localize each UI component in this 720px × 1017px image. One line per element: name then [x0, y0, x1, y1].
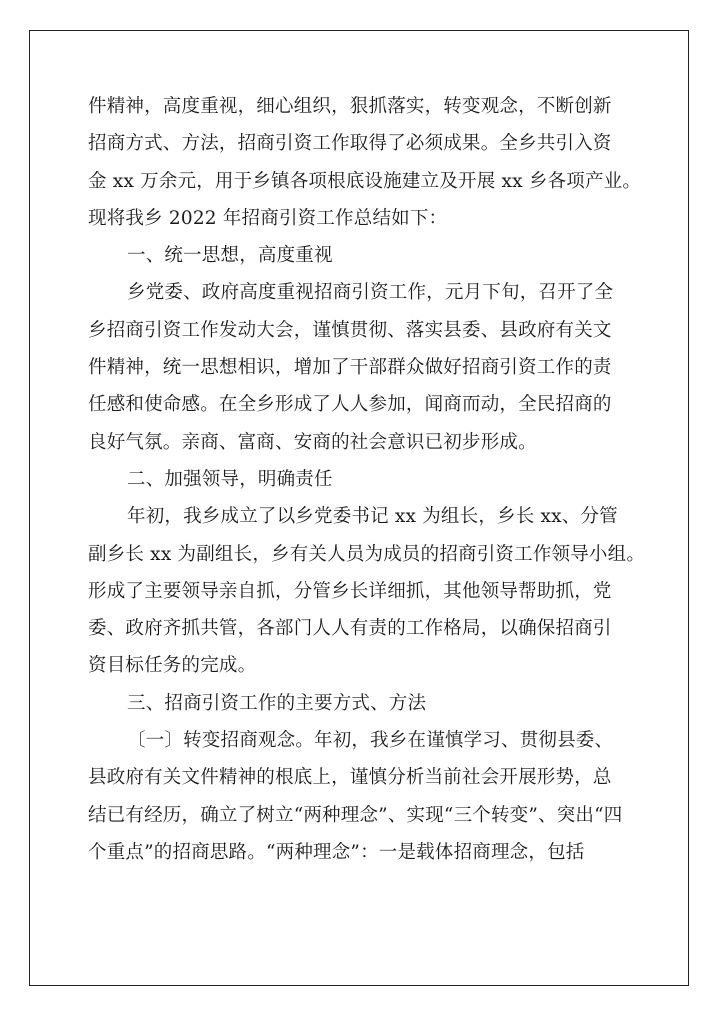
text-line: 良好气氛。亲商、富商、安商的社会意识已初步形成。	[88, 431, 537, 453]
text-line: 金 xx 万余元，用于乡镇各项根底设施建立及开展 xx 乡各项产业。	[88, 170, 642, 192]
text-line: 件精神，统一思想相识，增加了干部群众做好招商引资工作的责	[88, 357, 612, 379]
text-line: 乡党委、政府高度重视招商引资工作，元月下旬，召开了全	[127, 282, 614, 304]
text-line: 招商方式、方法，招商引资工作取得了必须成果。全乡共引入资	[88, 133, 612, 155]
text-line: 乡招商引资工作发动大会，谨慎贯彻、落实县委、县政府有关文	[88, 319, 612, 341]
document-body	[88, 88, 658, 871]
section-heading-2: 二、加强领导，明确责任	[127, 468, 333, 490]
text-line: 〔一〕转变招商观念。年初，我乡在谨慎学习、贯彻县委、	[127, 730, 614, 752]
text-line: 资目标任务的完成。	[88, 655, 257, 677]
text-line: 委、政府齐抓共管，各部门人人有责的工作格局，以确保招商引	[88, 618, 612, 640]
text-line: 任感和使命感。在全乡形成了人人参加，闻商而动，全民招商的	[88, 394, 612, 416]
section-heading-1: 一、统一思想，高度重视	[127, 245, 333, 267]
section-heading-3: 三、招商引资工作的主要方式、方法	[127, 692, 427, 714]
text-line: 年初，我乡成立了以乡党委书记 xx 为组长，乡长 xx、分管	[127, 506, 618, 528]
text-line: 件精神，高度重视，细心组织，狠抓落实，转变观念，不断创新	[88, 96, 612, 117]
text-line: 县政府有关文件精神的根底上，谨慎分析当前社会开展形势，总	[88, 767, 612, 789]
text-line: 个重点”的招商思路。“两种理念”：一是载体招商理念，包括	[88, 841, 585, 863]
text-line: 形成了主要领导亲自抓，分管乡长详细抓，其他领导帮助抓，党	[88, 580, 612, 602]
text-line: 现将我乡 2022 年招商引资工作总结如下：	[88, 207, 448, 229]
text-line: 副乡长 xx 为副组长，乡有关人员为成员的招商引资工作领导小组。	[88, 543, 646, 565]
text-line: 结已有经历，确立了树立“两种理念”、实现“三个转变”、突出“四	[88, 804, 623, 826]
